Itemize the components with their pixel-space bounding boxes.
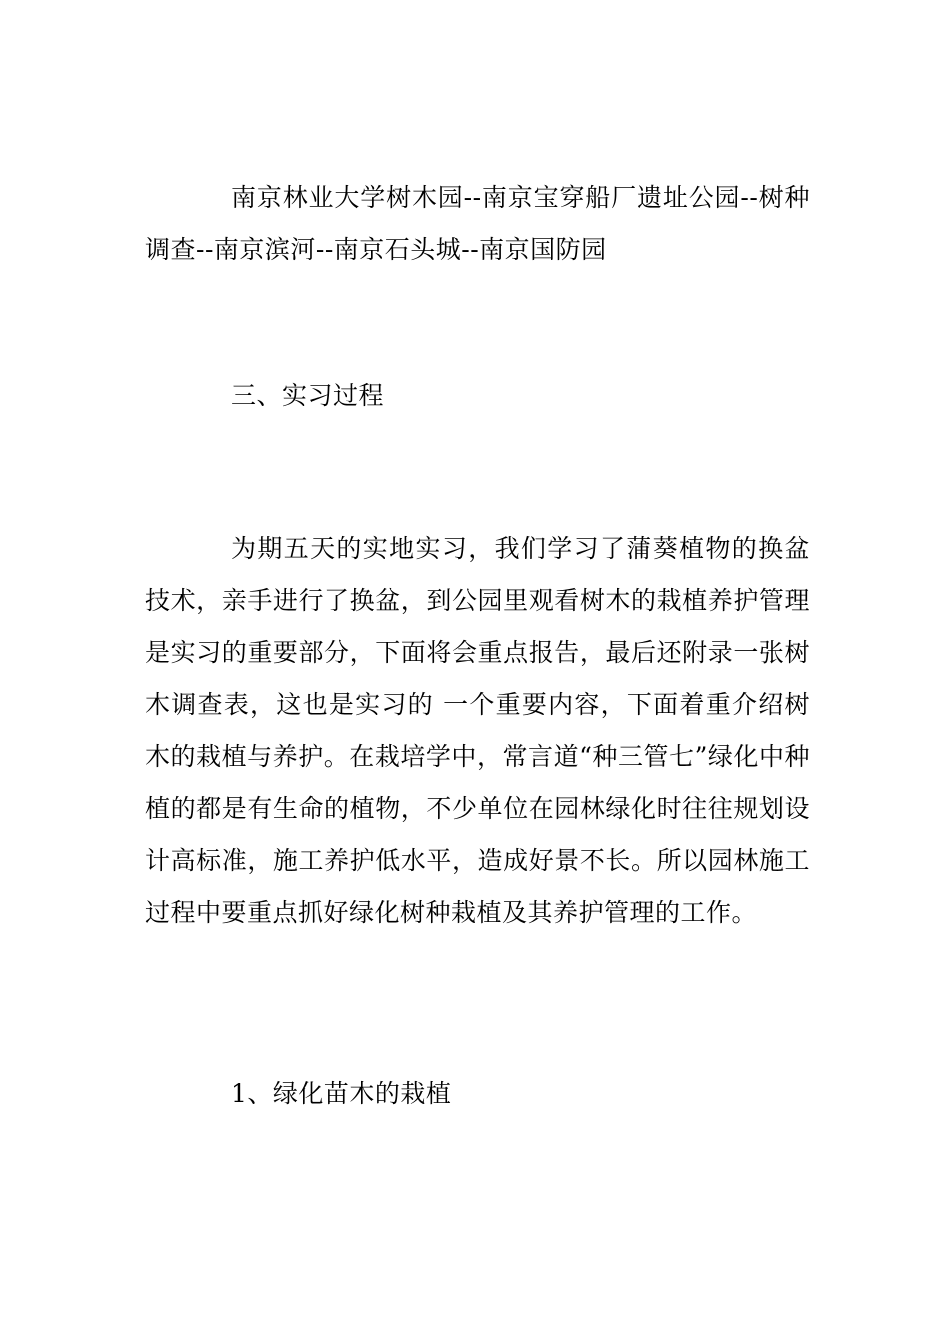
process-paragraph: 为期五天的实地实习，我们学习了蒲葵植物的换盆技术，亲手进行了换盆，到公园里观看树木的栽植养护管理是实习的重要部分，下面将会重点报告，最后还附录一张树木调查表，这也是实习的 一个重要内容，下面着重介绍树木的栽植与养护。在栽培学中，常言道“种三管七”绿化中种植的都是有生命的植物，不少单位在园林绿化时往往规划设计高标准，施工养护低水平，造成好景不长。所以园林施工过程中要重点抓好绿化树种栽植及其养护管理的工作。 bbox=[145, 534, 810, 927]
subsection-heading: 1、绿化苗木的栽植 bbox=[231, 1079, 452, 1108]
route-paragraph: 南京林业大学树木园--南京宝穿船厂遗址公园--树种调查--南京滨河--南京石头城--南京国防园 bbox=[145, 183, 810, 264]
section-heading: 三、实习过程 bbox=[231, 381, 385, 410]
